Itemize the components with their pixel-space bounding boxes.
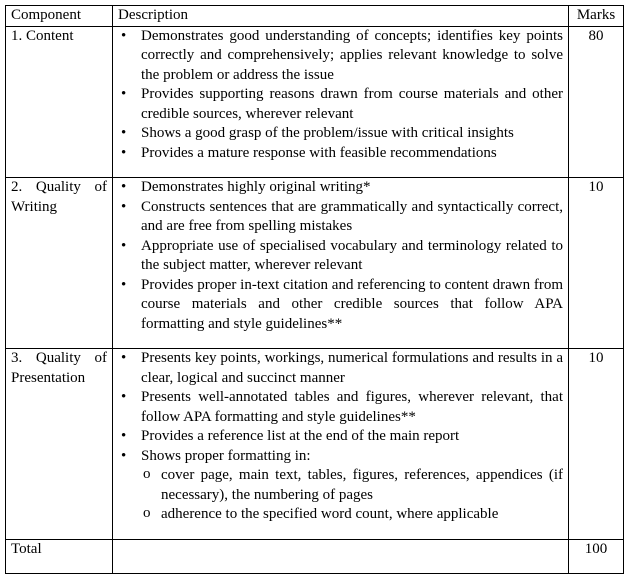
list-item: • Provides a mature response with feasible recommendations: [118, 144, 563, 164]
list-item: • Demonstrates highly original writing*: [118, 178, 563, 198]
component-cell: 2. Quality of Writing: [6, 178, 113, 349]
header-component: Component: [6, 6, 113, 27]
list-item: • Provides proper in-text citation and referencing to content drawn from course materials and other credible sources that follow APA formatting and style guidelines**: [118, 276, 563, 335]
sub-bullet-list: [141, 466, 563, 525]
total-label: Total: [6, 539, 113, 574]
component-cell: 1. Content: [6, 26, 113, 178]
list-item: • Provides supporting reasons drawn from course materials and other credible sources, wherever relevant: [118, 85, 563, 124]
table-row: [6, 26, 624, 178]
list-item: • Shows a good grasp of the problem/issue with critical insights: [118, 124, 563, 144]
rubric-table: [5, 5, 624, 574]
description-cell: [113, 26, 569, 178]
sub-list-item: o adherence to the specified word count, where applicable: [141, 505, 563, 525]
list-item-text: Shows proper formatting in:: [141, 447, 311, 464]
description-cell: [113, 349, 569, 540]
description-cell: [113, 178, 569, 349]
marks-cell: 10: [569, 349, 624, 540]
bullet-list: [118, 349, 563, 525]
table-row: [6, 178, 624, 349]
list-item: • Presents well-annotated tables and figures, wherever relevant, that follow APA formatting and style guidelines**: [118, 388, 563, 427]
total-marks: 100: [569, 539, 624, 574]
list-item: • Appropriate use of specialised vocabulary and terminology related to the subject matter, wherever relevant: [118, 237, 563, 276]
total-row: [6, 539, 624, 574]
bullet-list: [118, 27, 563, 164]
header-marks: Marks: [569, 6, 624, 27]
marks-cell: 80: [569, 26, 624, 178]
total-description-cell: [113, 539, 569, 574]
header-description: Description: [113, 6, 569, 27]
marks-cell: 10: [569, 178, 624, 349]
list-item: • Demonstrates good understanding of concepts; identifies key points correctly and comprehensively; applies relevant knowledge to solve the problem or address the issue: [118, 27, 563, 86]
table-row: [6, 349, 624, 540]
list-item: • Presents key points, workings, numerical formulations and results in a clear, logical and succinct manner: [118, 349, 563, 388]
bullet-list: [118, 178, 563, 334]
list-item: [118, 447, 563, 525]
list-item: • Provides a reference list at the end of the main report: [118, 427, 563, 447]
list-item: • Constructs sentences that are grammatically and syntactically correct, and are free from spelling mistakes: [118, 198, 563, 237]
header-row: [6, 6, 624, 27]
component-cell: 3. Quality of Presentation: [6, 349, 113, 540]
sub-list-item: o cover page, main text, tables, figures, references, appendices (if necessary), the numbering of pages: [141, 466, 563, 505]
